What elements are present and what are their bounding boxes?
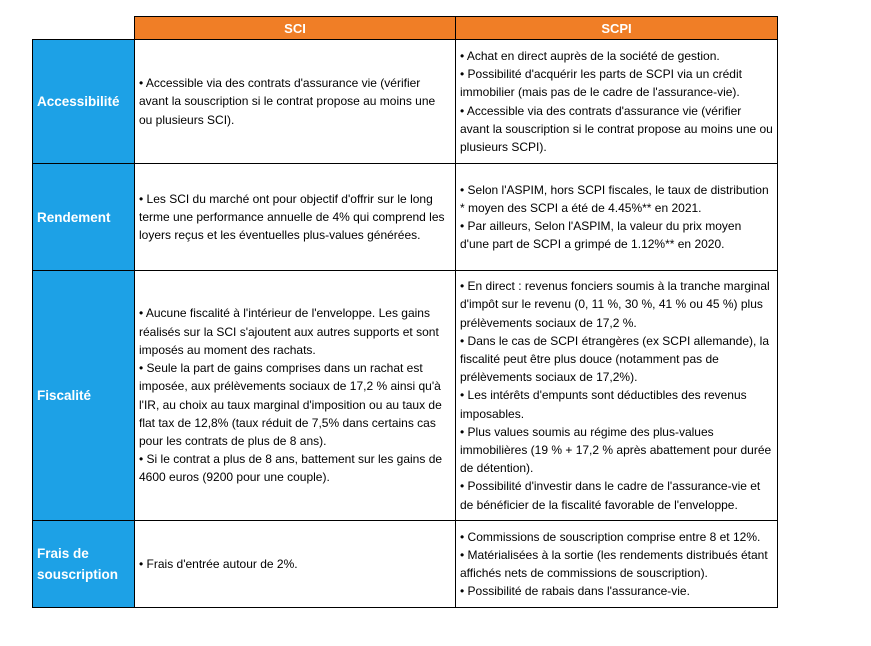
bullet-text: • Possibilité d'acquérir les parts de SCPI via un crédit immobilier (mais pas de le cadre de l'assurance-vie). [460, 67, 742, 100]
bullet-text: • Seule la part de gains comprises dans un rachat est imposée, aux prélèvements sociaux de 17,2 % ainsi qu'à l'IR, au choix au taux marginal d'imposition ou au taux de flat tax de 12,8% (taux réduit de 7,5% dans certains cas pour les contrats de plus de 8 ans). [139, 361, 442, 448]
row-frais-souscription [33, 521, 778, 608]
bullet-text: • En direct : revenus fonciers soumis à la tranche marginal d'impôt sur le revenu (0, 11 %, 30 %, 41 % ou 45 %) plus prélèvements sociaux de 17,2 %. [460, 279, 770, 330]
row-label-rendement: Rendement [33, 164, 135, 271]
row-fiscalite [33, 271, 778, 521]
scpi-accessibilite [456, 40, 778, 164]
bullet-text: • Plus values soumis au régime des plus-values immobilières (19 % + 17,2 % après abattement pour durée de détention). [460, 424, 772, 476]
header-scpi: SCPI [456, 17, 778, 40]
row-rendement [33, 164, 778, 271]
scpi-fiscalite [456, 271, 778, 521]
table-header-row [33, 17, 778, 40]
scpi-rendement [456, 164, 778, 271]
bullet-text: • Aucune fiscalité à l'intérieur de l'enveloppe. Les gains réalisés sur la SCI s'ajoutent aux autres supports et sont imposés au moment des rachats. [139, 306, 439, 357]
bullet-text: • Si le contrat a plus de 8 ans, battement sur les gains de 4600 euros (9200 pour une couple). [139, 452, 443, 485]
row-accessibilite [33, 40, 778, 164]
bullet-text: • Par ailleurs, Selon l'ASPIM, la valeur du prix moyen d'une part de SCPI a grimpé de 1.12%** en 2020. [460, 219, 742, 252]
bullet-text: • Les SCI du marché ont pour objectif d'offrir sur le long terme une performance annuelle de 4% qui comprend les loyers reçus et les éventuelles plus-values générées. [139, 191, 445, 243]
sci-fiscalite [135, 271, 456, 521]
bullet-text: • Les intérêts d'empunts sont déductibles des revenus imposables. [460, 388, 747, 421]
bullet-text: • Achat en direct auprès de la société de gestion. [460, 48, 720, 63]
header-sci: SCI [135, 17, 456, 40]
scpi-frais-souscription [456, 521, 778, 608]
sci-frais-souscription [135, 521, 456, 608]
bullet-text: • Matérialisées à la sortie (les rendements distribués étant affichés nets de commissions de souscription). [460, 547, 768, 580]
bullet-text: • Commissions de souscription comprise entre 8 et 12%. [460, 529, 761, 544]
bullet-text: • Selon l'ASPIM, hors SCPI fiscales, le taux de distribution * moyen des SCPI a été de 4.45%** en 2021. [460, 182, 769, 215]
bullet-text: • Accessible via des contrats d'assurance vie (vérifier avant la souscription si le contrat propose au moins une ou plusieurs SCI). [139, 76, 436, 127]
bullet-text: • Possibilité de rabais dans l'assurance-vie. [460, 584, 690, 599]
bullet-text: • Dans le cas de SCPI étrangères (ex SCPI allemande), la fiscalité peut être plus douce (notamment pas de prélèvements sociaux de 17,2%). [460, 333, 770, 385]
sci-accessibilite [135, 40, 456, 164]
bullet-text: • Accessible via des contrats d'assurance vie (vérifier avant la souscription si le contrat propose au moins une ou plusieurs SCPI). [460, 103, 773, 154]
sci-rendement [135, 164, 456, 271]
header-blank-cell [33, 17, 135, 40]
row-label-accessibilite: Accessibilité [33, 40, 135, 164]
row-label-frais-souscription: Frais de souscription [33, 521, 135, 608]
comparison-table [32, 16, 778, 608]
bullet-text: • Possibilité d'investir dans le cadre de l'assurance-vie et de bénéficier de la fiscalité favorable de l'enveloppe. [460, 479, 761, 512]
bullet-text: • Frais d'entrée autour de 2%. [139, 556, 298, 571]
row-label-fiscalite: Fiscalité [33, 271, 135, 521]
